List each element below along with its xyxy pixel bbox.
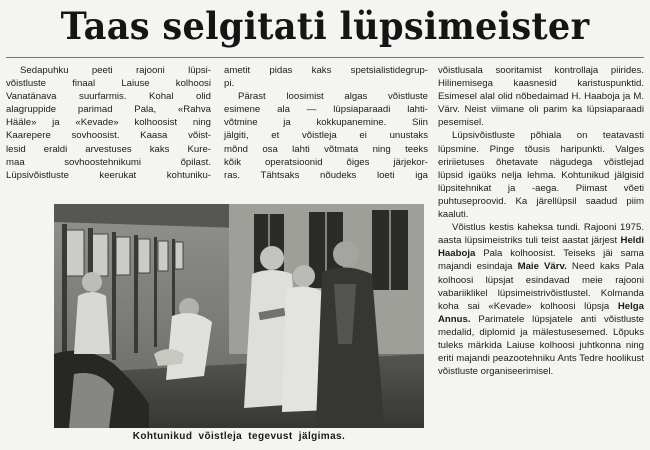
results-text: Võistlus kestis kaheksa tundi. Rajooni 1975. aasta lüpsimeistriks tuli teist aastat järjest xyxy=(438,222,644,247)
paragraph-milking: Lüpsivõistluste põhiala on teatavasti lüpsmine. Pinge tõusis haripunkti. Valges eririietuses õhetavate nägudega võistlejad lüpsid igaüks nelja lehma. Kohtunikud jälgisid lüpsitehnikat ja -aega. Piimast võeti puhtuseproovid. Ka järellüpsil saadud piim kaaluti. xyxy=(438,130,644,221)
results-text: Parimatele lüpsjatele anti võistluste medalid, diplomid ja mälestusesemed. Lõpuks tuleks märkida Laiuse kolhoosi juhtkonna ning eriti majandi peazootehniku Ants Tedre hoolikust võistluste organiseerimisel. xyxy=(438,313,644,378)
col1-line: lesid eraldi arvestuses kaks Kure- xyxy=(6,143,211,155)
paragraph-results xyxy=(438,221,644,378)
article-column-1 xyxy=(6,64,211,182)
second-place-name: Maie Värv. xyxy=(517,261,567,273)
col1-line: Sedapuhku peeti rajooni lüpsi- xyxy=(20,65,211,76)
paragraph-time-limits: võistlusala sooritamist kontrollaja piirides. Hilinemisega kaasnesid karistuspunktid. Esimesel alal olid nõbedaimad H. Haaboja ja M. Värv. Neist viimane oli parim ka lüpsiaparaadi pesemisel. xyxy=(438,65,644,129)
col1-line: võistluste finaal Laiuse kolhoosi xyxy=(6,78,211,90)
col2-line: esimene ala — lüpsiaparaadi lahti- xyxy=(224,104,428,116)
winner-name: Heldi Haaboja xyxy=(438,235,645,260)
col2-line: võtmine ja kokkupanemine. Siin xyxy=(224,117,428,129)
col2-line: Pärast loosimist algas võistluste xyxy=(238,91,428,103)
article-column-2 xyxy=(224,64,428,182)
headline: Taas selgitati lüpsimeister xyxy=(60,4,590,48)
results-text: Need kaks Pala kolhoosi lüpsjat esindavad meie rajooni vabariiklikel lüpsimeistrivõistlustel. Kolmanda koha sai «Kevade» kolhoosi lüpsja xyxy=(438,261,644,312)
col2-line: ras. Tähtsaks nõudeks loeti iga xyxy=(224,169,428,181)
col2-line: pi. xyxy=(224,78,235,90)
col1-line: Vanatänava suurfarmis. Kohal olid xyxy=(6,91,211,103)
col2-line: ametit pidas kaks spetsialistidegrup- xyxy=(224,65,428,76)
col2-line: kõik operatsioonid õiges järjekor- xyxy=(224,156,428,168)
article-photo xyxy=(54,204,424,428)
col1-line: Kaarepere sovhoosist. Kaasa võist- xyxy=(6,130,211,142)
article-column-3 xyxy=(438,64,644,378)
col1-line: maa sovhoostehnikumi õpilast. xyxy=(6,156,211,168)
photo-caption: Kohtunikud võistleja tegevust jälgimas. xyxy=(132,431,346,442)
col2-line: mõnd osa lahti võtmata ning teeks xyxy=(224,143,428,155)
third-place-name: Helga Annus. xyxy=(438,300,644,325)
results-text: Pala kolhoosist. Teiseks jäi sama majandi esindaja xyxy=(438,248,644,273)
col2-line: jälgiti, et võistleja ei unustaks xyxy=(224,130,428,142)
col1-line: Hääle» ja «Kevade» kolhoosist ning xyxy=(6,117,211,129)
col1-line: Lüpsivõistluste keerukat kohtuniku- xyxy=(6,169,211,181)
col1-line: alagruppide parimad Pala, «Rahva xyxy=(6,104,211,116)
barn-judges-photo xyxy=(54,204,424,428)
headline-rule xyxy=(6,57,644,58)
